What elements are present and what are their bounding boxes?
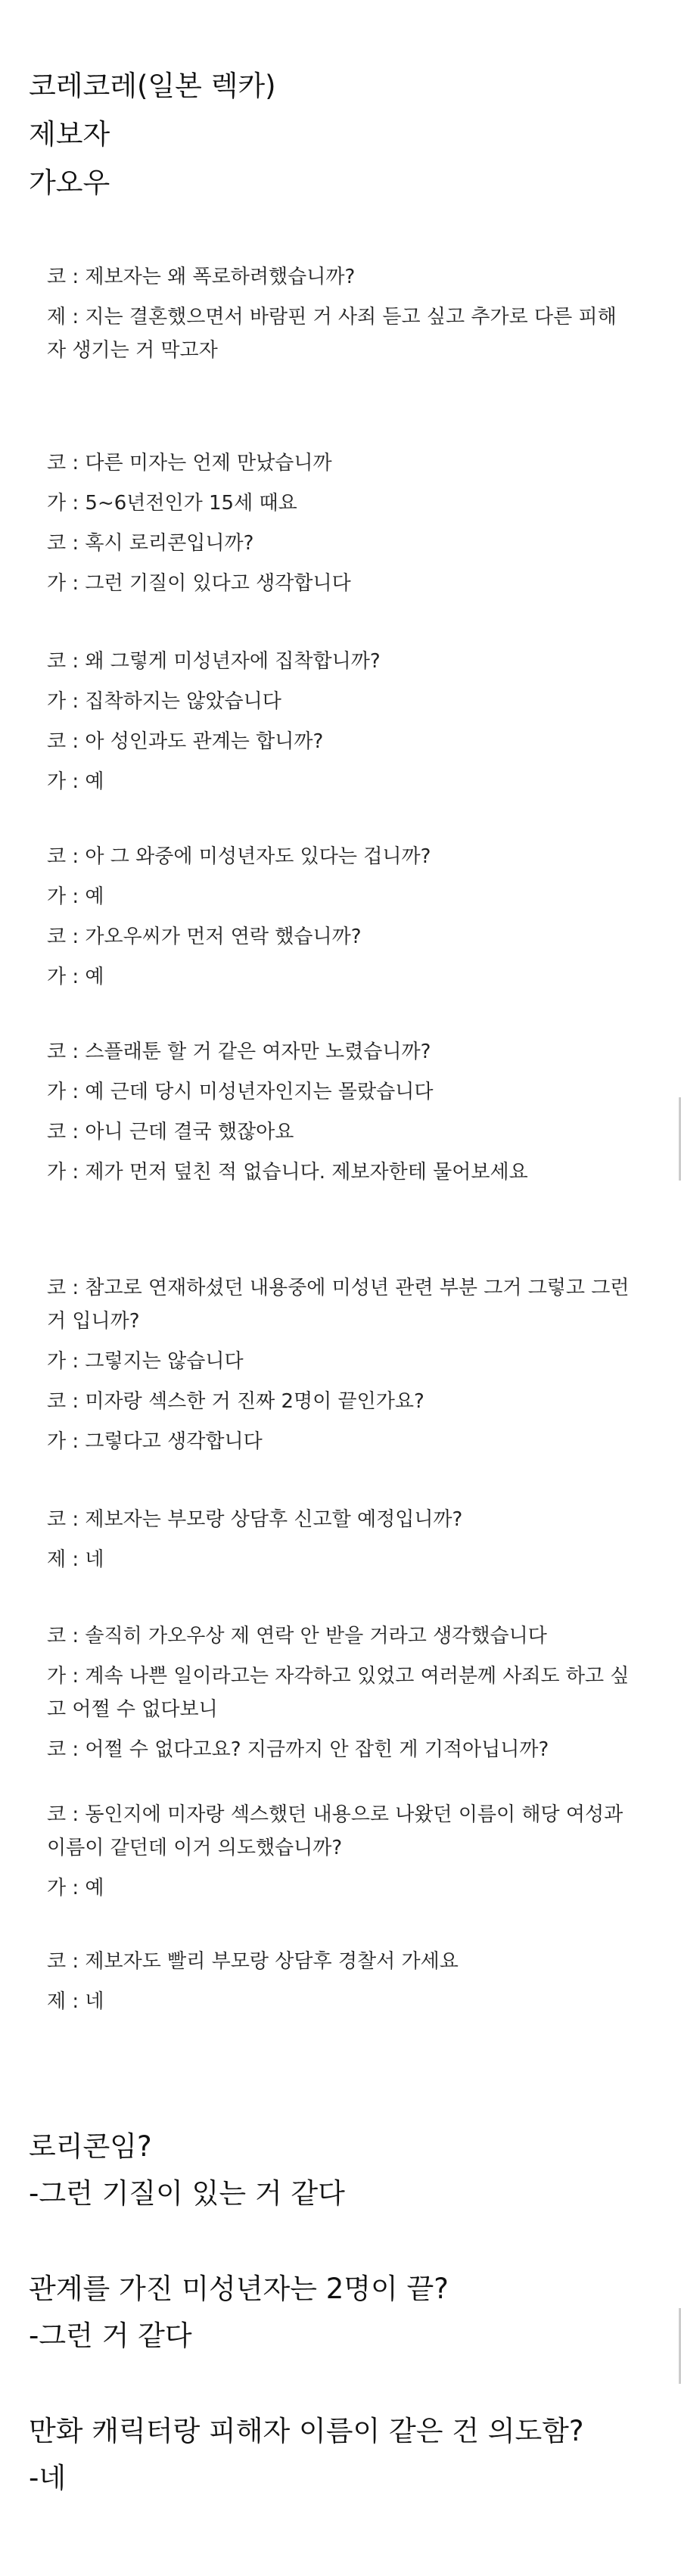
dialogue-line: 가 : 예 (47, 885, 104, 908)
summary-question: 만화 캐릭터랑 피해자 이름이 같은 건 의도함? (29, 2415, 584, 2447)
summary-answer: -네 (29, 2462, 67, 2494)
dialogue-line: 가 : 제가 먼저 덮친 적 없습니다. 제보자한테 물어보세요 (47, 1161, 528, 1184)
dialogue-line: 코 : 다른 미자는 언제 만났습니까 (47, 452, 332, 474)
dialogue-line: 가 : 5~6년전인가 15세 때요 (47, 492, 297, 515)
dialogue-block (47, 1503, 630, 1583)
dialogue-block (47, 1619, 630, 1773)
dialogue-line: 제 : 네 (47, 1548, 104, 1571)
dialogue-line: 코 : 참고로 연재하셨던 내용중에 미성년 관련 부분 그거 그렇고 그런 거 입니까? (47, 1277, 630, 1333)
dialogue-line: 코 : 제보자는 왜 폭로하려했습니까? (47, 266, 356, 288)
dialogue-block (47, 1271, 630, 1465)
dialogue-block (47, 1945, 630, 2025)
summary-item (29, 2408, 649, 2502)
summary-question: 관계를 가진 미성년자는 2명이 끝? (29, 2273, 449, 2305)
dialogue-line: 가 : 그렇다고 생각합니다 (47, 1430, 263, 1453)
dialogue-line: 코 : 어쩔 수 없다고요? 지금까지 안 잡힌 게 기적아닙니까? (47, 1738, 549, 1761)
summary-question: 로리콘임? (29, 2130, 152, 2163)
dialogue-line: 가 : 집착하지는 않았습니다 (47, 690, 281, 713)
dialogue-line: 가 : 그런 기질이 있다고 생각합니다 (47, 572, 351, 595)
dialogue-block (47, 446, 630, 607)
dialogue-block (47, 1035, 630, 1196)
summary-item (29, 2266, 649, 2360)
dialogue-line: 코 : 스플래툰 할 거 같은 여자만 노렸습니까? (47, 1041, 431, 1063)
dialogue-line: 코 : 아니 근데 결국 했잖아요 (47, 1121, 294, 1143)
dialogue-line: 가 : 예 (47, 966, 104, 988)
dialogue-line: 코 : 제보자도 빨리 부모랑 상담후 경찰서 가세요 (47, 1950, 459, 1973)
dialogue-line: 코 : 아 성인과도 관계는 합니까? (47, 730, 324, 753)
dialogue-line: 가 : 예 (47, 1877, 104, 1899)
dialogue-line: 코 : 제보자는 부모랑 상담후 신고할 예정입니까? (47, 1508, 463, 1531)
summary-item (29, 2123, 649, 2217)
header-subject: 가오우 (29, 166, 110, 199)
dialogue-line: 코 : 동인지에 미자랑 섹스했던 내용으로 나왔던 이름이 해당 여성과 이름이 같던데 이거 의도했습니까? (47, 1803, 623, 1859)
dialogue-line: 코 : 왜 그렇게 미성년자에 집착합니까? (47, 650, 381, 673)
dialogue-line: 코 : 혹시 로리콘입니까? (47, 532, 254, 555)
dialogue-block (47, 645, 630, 805)
dialogue-block (47, 1798, 630, 1912)
dialogue-line: 코 : 가오우씨가 먼저 연락 했습니까? (47, 926, 362, 948)
dialogue-line: 가 : 계속 나쁜 일이라고는 자각하고 있었고 여러분께 사죄도 하고 싶고 어쩔 수 없다보니 (47, 1665, 630, 1721)
dialogue-block (47, 840, 630, 1000)
dialogue-line: 가 : 예 (47, 770, 104, 793)
article-header (29, 62, 649, 207)
dialogue-block (47, 260, 630, 374)
summary-answer: -그런 기질이 있는 거 같다 (29, 2177, 345, 2210)
summary-answer: -그런 거 같다 (29, 2319, 192, 2352)
header-informant: 제보자 (29, 118, 110, 151)
summary-section (29, 2123, 649, 2550)
dialogue-line: 제 : 지는 결혼했으면서 바람핀 거 사죄 듣고 싶고 추가로 다른 피해자 생기는 거 막고자 (47, 306, 617, 362)
dialogue-line: 가 : 예 근데 당시 미성년자인지는 몰랐습니다 (47, 1081, 434, 1103)
dialogue-line: 코 : 아 그 와중에 미성년자도 있다는 겁니까? (47, 845, 431, 868)
article-title: 코레코레(일본 렉카) (29, 70, 276, 102)
dialogue-line: 코 : 솔직히 가오우상 제 연락 안 받을 거라고 생각했습니다 (47, 1625, 547, 1647)
dialogue-line: 코 : 미자랑 섹스한 거 진짜 2명이 끝인가요? (47, 1390, 424, 1413)
dialogue-line: 제 : 네 (47, 1990, 104, 2013)
dialogue-line: 가 : 그렇지는 않습니다 (47, 1350, 244, 1373)
